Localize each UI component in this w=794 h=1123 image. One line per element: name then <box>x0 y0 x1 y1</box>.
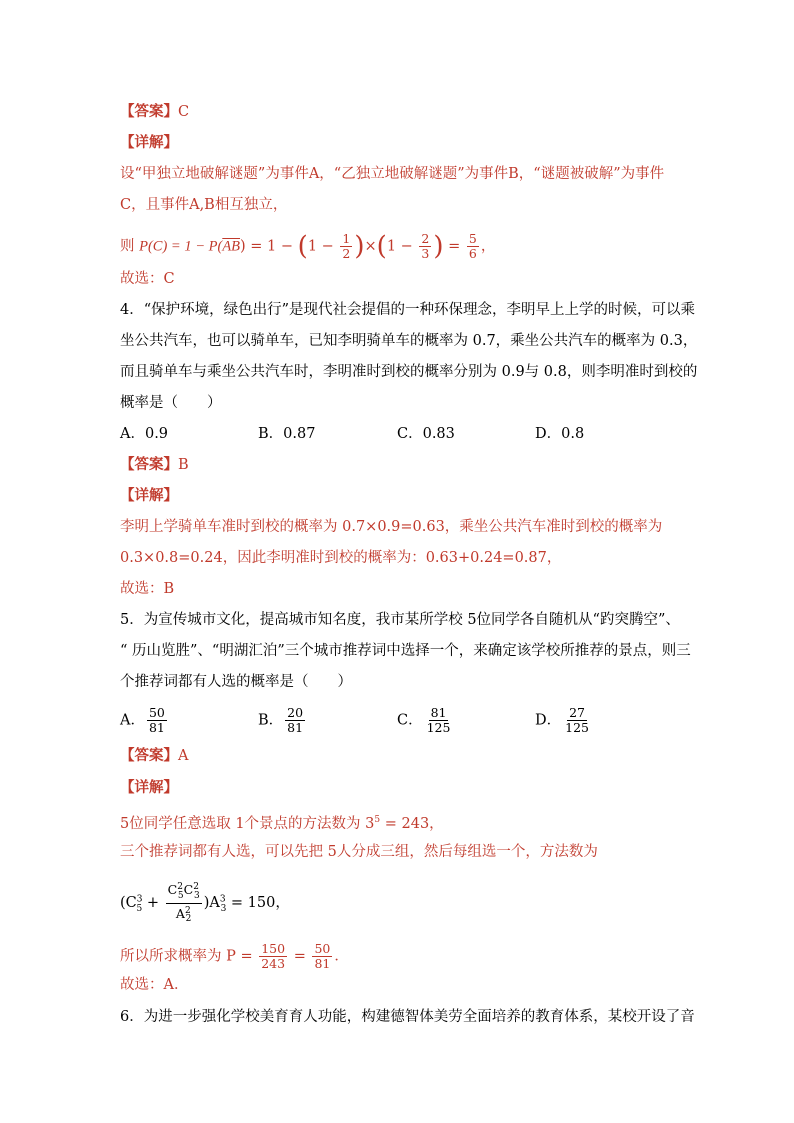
answer-value: B <box>178 457 189 473</box>
q4-detail-label: 【详解】 <box>120 487 178 504</box>
formula-ab: $\overline{AB}$ <box>222 238 241 255</box>
q5-detail-line1: 5位同学任意选取 1个景点的方法数为 $3^5 = 243$， <box>120 815 444 832</box>
q4-choose: 故选：B <box>120 581 175 597</box>
q5-option-d: D． $\frac{27}{125}$ <box>535 705 589 735</box>
q4-line3: 而且骑单车与乘坐公共汽车时，李明准时到校的概率分别为 0.9与 0.8，则李明准时到校的 <box>120 364 698 380</box>
q5-line1: 5．为宣传城市文化，提高城市知名度，我市某所学校 5位同学各自随机从“趵突腾空”、 <box>120 612 680 628</box>
q4-option-a: A．0.9 <box>120 426 169 442</box>
q5-answer <box>120 746 188 766</box>
q4-detail-line2: 0.3×0.8=0.24，因此李明准时到校的概率为：0.63+0.24=0.87， <box>120 550 562 566</box>
formula-prefix: 则 <box>120 238 135 255</box>
q6-line1: 6．为进一步强化学校美育育人功能，构建德智体美劳全面培养的教育体系，某校开设了音 <box>120 1009 695 1025</box>
fraction: $\frac{1}{2}$ <box>342 231 351 261</box>
q4-answer <box>120 455 189 475</box>
q3-detail-label: 【详解】 <box>120 134 178 151</box>
q4-detail-line1: 李明上学骑单车准时到校的概率为 0.7×0.9=0.63，乘坐公共汽车准时到校的概率为 <box>120 519 663 535</box>
answer-label: 【答案】 <box>120 103 178 120</box>
q5-line2: “ 历山览胜”、“明湖汇泊”三个城市推荐词中选择一个，来确定该学校所推荐的景点，则三 <box>120 643 691 659</box>
q4-line2: 坐公共汽车，也可以骑单车，已知李明骑单车的概率为 0.7，乘坐公共汽车的概率为 0.3， <box>120 333 698 349</box>
answer-value: A <box>178 748 189 764</box>
fraction: $\frac{5}{6}$ <box>468 231 477 261</box>
q4-option-c: C．0.83 <box>397 426 455 442</box>
q4-line4: 概率是（ ） <box>120 395 222 411</box>
q5-option-b: B． $\frac{20}{81}$ <box>258 705 304 735</box>
q3-detail-line1: 设“甲独立地破解谜题”为事件A，“乙独立地破解谜题”为事件B，“谜题被破解”为事件 <box>120 166 665 182</box>
q5-option-a: A． $\frac{50}{81}$ <box>120 705 165 735</box>
q5-choose: 故选：A． <box>120 977 189 993</box>
q4-option-b: B．0.87 <box>258 426 316 442</box>
q3-choose: 故选：C <box>120 271 175 287</box>
q5-detail-line3: 所以所求概率为 P = $\frac{150}{243}$ = $\frac{50}{81}$ ． <box>120 941 349 971</box>
q3-detail-line2: C，且事件A,B相互独立， <box>120 197 288 213</box>
answer-value: C <box>178 104 190 120</box>
formula-mid: ) = 1 − <box>240 238 294 255</box>
answer-label: 【答案】 <box>120 747 178 764</box>
q5-combination-formula: ($C^3_5$ + $\frac{C^2_5C^2_3}{A^2_2}$ )$A^3_3 = 150$， <box>120 882 290 925</box>
q4-line1: 4．“保护环境，绿色出行”是现代社会提倡的一种环保理念，李明早上上学的时候，可以乘 <box>120 302 696 318</box>
q3-formula: 则 $P(C) = 1 - P(\overline{AB}) = 1 - (1$ − $\frac{1}{2}$ )×(1 − $\frac{2}{3}$ ) = $\frac{5}{6}$ ， <box>120 231 496 262</box>
q5-option-c: C． $\frac{81}{125}$ <box>397 705 451 735</box>
q4-option-d: D．0.8 <box>535 426 585 442</box>
fraction: $\frac{2}{3}$ <box>421 231 430 261</box>
q5-line3: 个推荐词都有人选的概率是（ ） <box>120 674 352 690</box>
q3-answer <box>120 102 189 122</box>
answer-label: 【答案】 <box>120 456 178 473</box>
q5-detail-line2: 三个推荐词都有人选，可以先把 5人分成三组，然后每组选一个，方法数为 <box>120 844 598 860</box>
formula-p: P(C) = 1 − P( <box>139 238 223 255</box>
q5-detail-label: 【详解】 <box>120 779 178 796</box>
